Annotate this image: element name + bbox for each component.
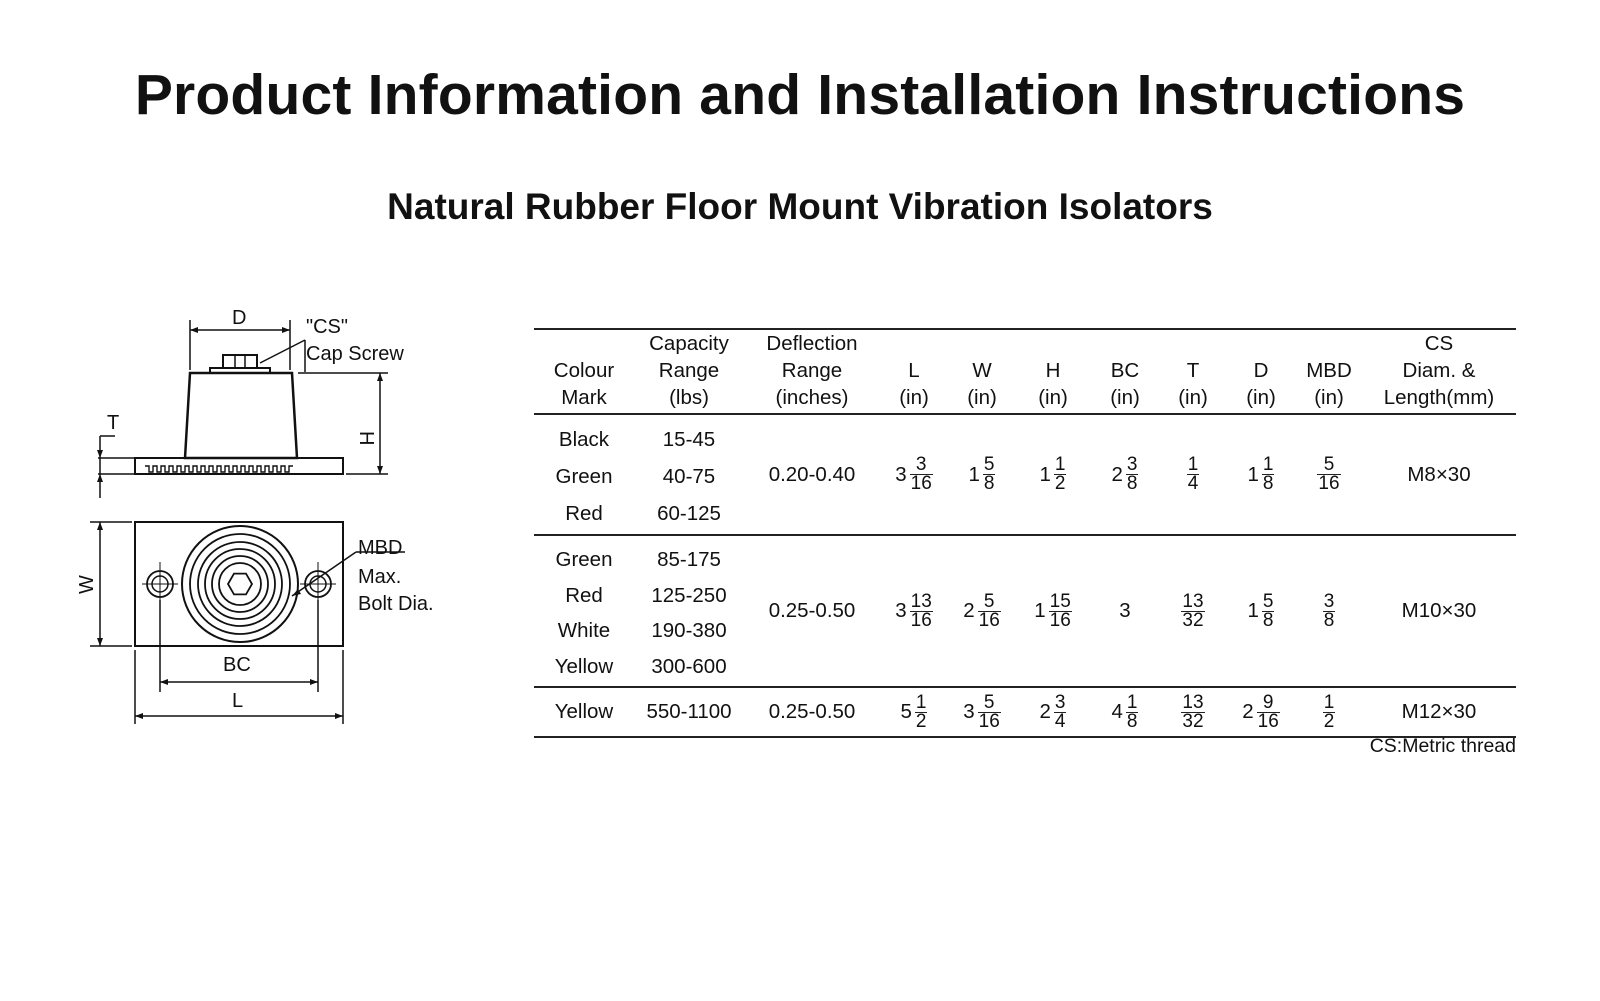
label-cs-line2: Cap Screw	[306, 343, 404, 365]
colour-mark-cell: Yellow	[534, 687, 634, 737]
bc-cell: 4 $\frac{1}{8}$	[1090, 687, 1160, 737]
plan-body-outer	[182, 526, 298, 642]
label-w: W	[76, 575, 98, 594]
header-capacity: Capacity Range (lbs)	[634, 329, 744, 414]
arrowhead	[97, 450, 103, 458]
header-colour-mark: Colour Mark	[534, 329, 634, 414]
page-title: Product Information and Installation Instructions	[134, 63, 1466, 127]
mbd-cell: $\frac{5}{16}$	[1296, 414, 1362, 535]
plan-screw-hex	[228, 574, 252, 595]
arrowhead	[310, 679, 318, 685]
l-cell: 3 $\frac{13}{16}$	[880, 535, 948, 687]
arrowhead	[377, 373, 383, 381]
arrowhead	[377, 466, 383, 474]
label-cs-line1: "CS"	[306, 316, 348, 338]
cs-leader-line	[260, 340, 305, 363]
plan-body-ring	[219, 563, 261, 605]
mbd-cell: $\frac{3}{8}$	[1296, 535, 1362, 687]
arrowhead	[135, 713, 143, 719]
label-mbd-line3: Bolt Dia.	[358, 593, 434, 615]
arrowhead	[190, 327, 198, 333]
page-subtitle: Natural Rubber Floor Mount Vibration Isolators	[387, 186, 1213, 227]
table-header	[534, 329, 1516, 414]
header-cs: CS Diam. & Length(mm)	[1362, 329, 1516, 414]
table-row	[534, 687, 1516, 737]
label-mbd-line1: MBD	[358, 537, 403, 559]
table-row	[534, 414, 1516, 535]
table-row	[534, 535, 1516, 687]
capacity-cell: 550-1100	[634, 687, 744, 737]
isolator-drawing	[60, 300, 480, 750]
table-group	[534, 535, 1516, 687]
w-cell: 2 $\frac{5}{16}$	[948, 535, 1016, 687]
d-cell: 1 $\frac{1}{8}$	[1226, 414, 1296, 535]
arrowhead	[282, 327, 290, 333]
cs-cell: M8×30	[1362, 414, 1516, 535]
h-cell: 2 $\frac{3}{4}$	[1016, 687, 1090, 737]
cs-cell: M12×30	[1362, 687, 1516, 737]
h-cell: 1 $\frac{1}{2}$	[1016, 414, 1090, 535]
header-deflection: Deflection Range (inches)	[744, 329, 880, 414]
cap-screw-head	[223, 355, 257, 368]
spec-table	[534, 328, 1516, 738]
l-cell: 5 $\frac{1}{2}$	[880, 687, 948, 737]
header-t: T (in)	[1160, 329, 1226, 414]
colour-mark-cell: Black Green Red	[534, 414, 634, 535]
capacity-cell: 85-175 125-250 190-380 300-600	[634, 535, 744, 687]
plan-body-ring	[212, 556, 268, 612]
deflection-cell: 0.25-0.50	[744, 687, 880, 737]
header-row	[534, 329, 1516, 414]
label-l: L	[232, 690, 244, 712]
header-l: L (in)	[880, 329, 948, 414]
cs-cell: M10×30	[1362, 535, 1516, 687]
d-cell: 1 $\frac{5}{8}$	[1226, 535, 1296, 687]
w-cell: 3 $\frac{5}{16}$	[948, 687, 1016, 737]
label-mbd-line2: Max.	[358, 566, 402, 588]
header-bc: BC (in)	[1090, 329, 1160, 414]
arrowhead	[97, 474, 103, 482]
arrowhead	[97, 522, 103, 530]
rubber-body	[185, 373, 297, 458]
colour-mark-cell: Green Red White Yellow	[534, 535, 634, 687]
plan-body-ring	[198, 542, 282, 626]
table-group	[534, 414, 1516, 535]
footnote: CS:Metric thread	[1369, 735, 1516, 757]
deflection-cell: 0.25-0.50	[744, 535, 880, 687]
arrowhead	[335, 713, 343, 719]
bc-cell: 3	[1090, 535, 1160, 687]
mbd-cell: $\frac{1}{2}$	[1296, 687, 1362, 737]
label-h: H	[355, 431, 377, 446]
label-d: D	[232, 307, 247, 329]
w-cell: 1 $\frac{5}{8}$	[948, 414, 1016, 535]
header-h: H (in)	[1016, 329, 1090, 414]
header-d: D (in)	[1226, 329, 1296, 414]
deflection-cell: 0.20-0.40	[744, 414, 880, 535]
t-cell: $\frac{13}{32}$	[1160, 535, 1226, 687]
table-group	[534, 687, 1516, 737]
t-cell: $\frac{13}{32}$	[1160, 687, 1226, 737]
h-cell: 1 $\frac{15}{16}$	[1016, 535, 1090, 687]
header-mbd: MBD (in)	[1296, 329, 1362, 414]
isolator-drawing-svg	[60, 300, 480, 750]
l-cell: 3 $\frac{3}{16}$	[880, 414, 948, 535]
base-teeth	[145, 466, 293, 472]
bc-cell: 2 $\frac{3}{8}$	[1090, 414, 1160, 535]
header-w: W (in)	[948, 329, 1016, 414]
arrowhead	[160, 679, 168, 685]
d-cell: 2 $\frac{9}{16}$	[1226, 687, 1296, 737]
plan-body-ring	[205, 549, 275, 619]
label-bc: BC	[223, 654, 251, 676]
arrowhead	[97, 638, 103, 646]
label-t: T	[107, 412, 120, 434]
capacity-cell: 15-45 40-75 60-125	[634, 414, 744, 535]
t-cell: $\frac{1}{4}$	[1160, 414, 1226, 535]
